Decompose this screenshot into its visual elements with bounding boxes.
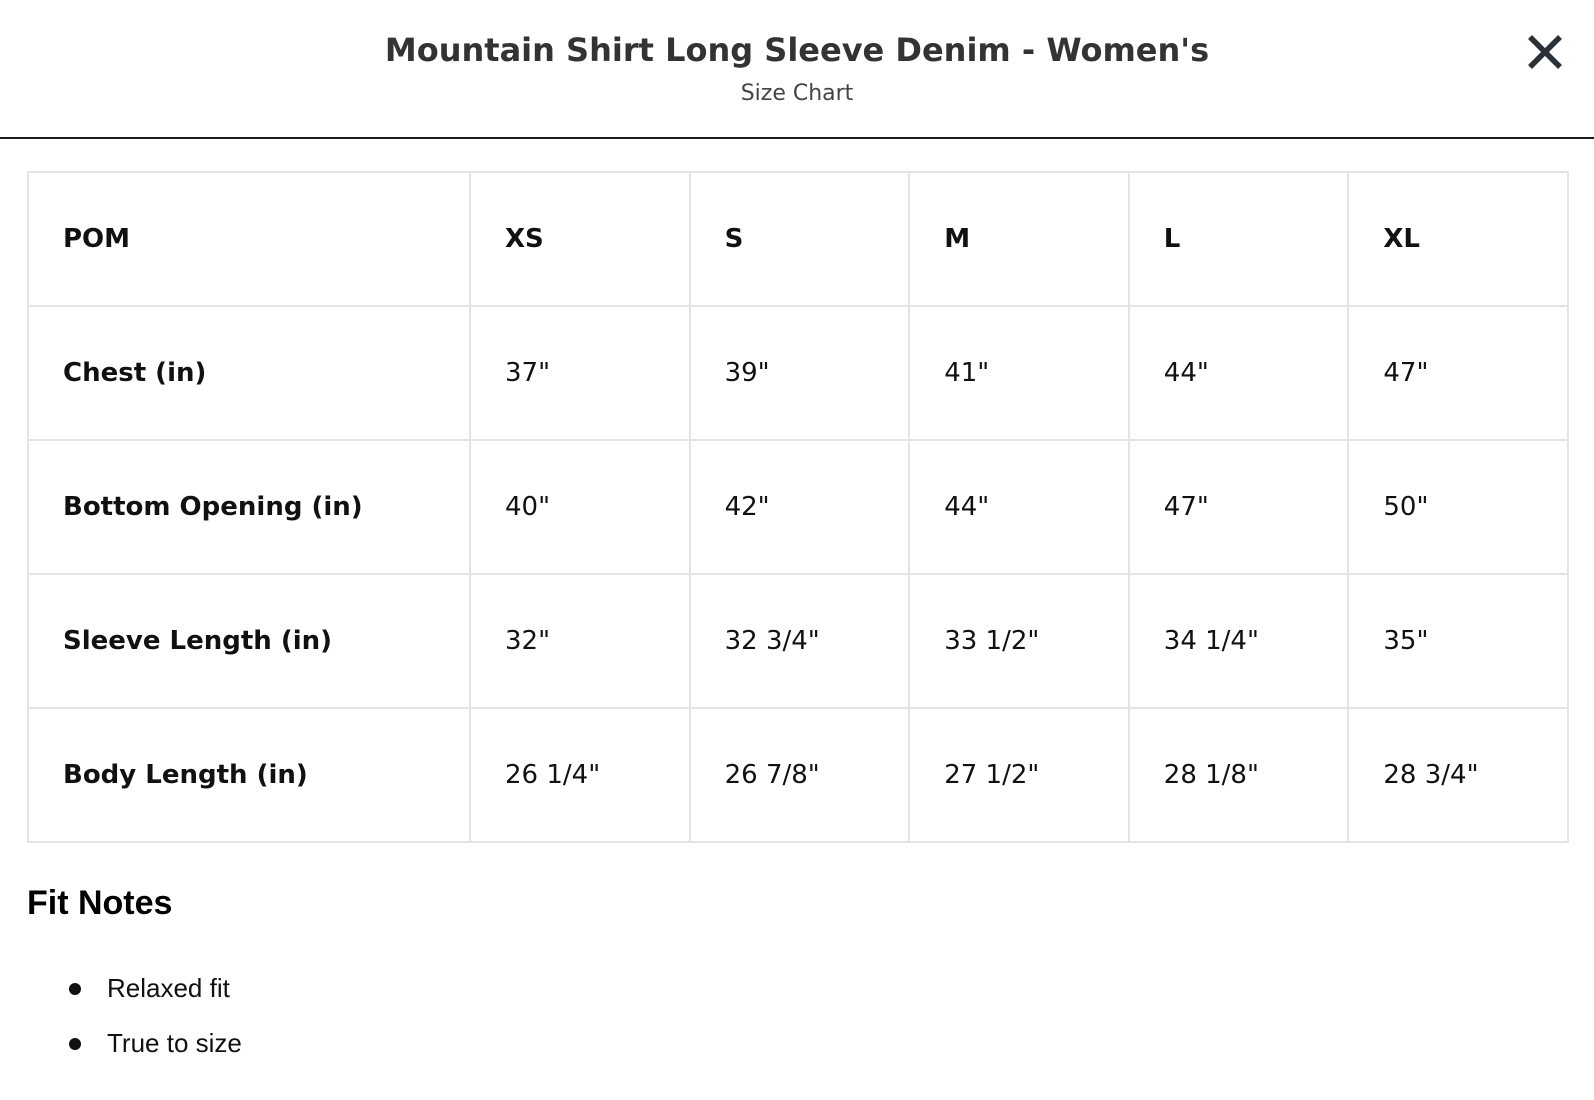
column-header-xs: XS (470, 172, 690, 306)
modal-title: Mountain Shirt Long Sleeve Denim - Women's (384, 31, 1210, 69)
table-row (28, 574, 1568, 708)
table-cell: 34 1/4" (1129, 574, 1349, 708)
list-item (0, 970, 800, 1025)
column-header-m: M (909, 172, 1129, 306)
modal-subtitle: Size Chart (740, 81, 854, 106)
size-chart-table (27, 171, 1569, 843)
table-cell: 50" (1348, 440, 1568, 574)
fit-notes-heading: Fit Notes (27, 884, 173, 922)
fit-notes-list (0, 970, 800, 1080)
bullet-icon (69, 1038, 81, 1050)
table-cell: 44" (1129, 306, 1349, 440)
table-cell: 41" (909, 306, 1129, 440)
table-row (28, 306, 1568, 440)
table-cell: 42" (690, 440, 910, 574)
table-row (28, 708, 1568, 842)
fit-note-text: True to size (107, 1028, 242, 1058)
table-cell: 32 3/4" (690, 574, 910, 708)
bullet-icon (69, 983, 81, 995)
table-cell: 26 1/4" (470, 708, 690, 842)
close-icon (1525, 32, 1565, 72)
row-label: Chest (in) (28, 306, 470, 440)
table-cell: 26 7/8" (690, 708, 910, 842)
column-header-l: L (1129, 172, 1349, 306)
table-cell: 28 1/8" (1129, 708, 1349, 842)
table-cell: 27 1/2" (909, 708, 1129, 842)
table-cell: 28 3/4" (1348, 708, 1568, 842)
column-header-xl: XL (1348, 172, 1568, 306)
table-cell: 32" (470, 574, 690, 708)
row-label: Sleeve Length (in) (28, 574, 470, 708)
row-label: Body Length (in) (28, 708, 470, 842)
table-cell: 40" (470, 440, 690, 574)
row-label: Bottom Opening (in) (28, 440, 470, 574)
table-cell: 44" (909, 440, 1129, 574)
table-cell: 39" (690, 306, 910, 440)
modal-header (0, 0, 1594, 139)
table-cell: 35" (1348, 574, 1568, 708)
column-header-pom: POM (28, 172, 470, 306)
close-button[interactable] (1525, 32, 1565, 72)
column-header-s: S (690, 172, 910, 306)
table-header-row (28, 172, 1568, 306)
table-cell: 47" (1348, 306, 1568, 440)
list-item (0, 1025, 800, 1080)
fit-note-text: Relaxed fit (107, 973, 230, 1003)
table-row (28, 440, 1568, 574)
table-cell: 33 1/2" (909, 574, 1129, 708)
table-cell: 37" (470, 306, 690, 440)
table-cell: 47" (1129, 440, 1349, 574)
